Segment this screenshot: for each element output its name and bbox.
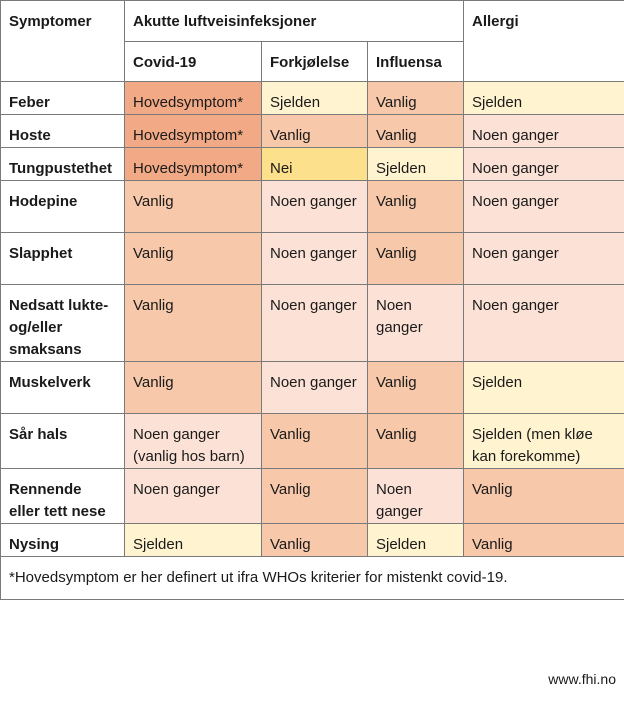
symptom-label: Muskelverk bbox=[1, 362, 125, 414]
cell-cold: Vanlig bbox=[262, 524, 368, 557]
cell-flu: Noen ganger bbox=[368, 469, 464, 524]
table-row bbox=[1, 115, 624, 148]
cell-allergy: Noen ganger bbox=[464, 233, 624, 285]
cell-allergy: Sjelden (men kløe kan forekomme) bbox=[464, 414, 624, 469]
table-row bbox=[1, 233, 624, 285]
footnote-row bbox=[1, 557, 624, 600]
table-row bbox=[1, 524, 624, 557]
symptom-label: Nedsatt lukte- og/eller smaksans bbox=[1, 285, 125, 362]
covid-column-header: Covid-19 bbox=[125, 42, 262, 82]
cell-flu: Vanlig bbox=[368, 82, 464, 115]
cell-cold: Nei bbox=[262, 148, 368, 181]
cell-cold: Noen ganger bbox=[262, 233, 368, 285]
cell-allergy: Vanlig bbox=[464, 524, 624, 557]
allergy-column-header: Allergi bbox=[464, 1, 624, 82]
symptom-label: Tungpustethet bbox=[1, 148, 125, 181]
cell-allergy: Noen ganger bbox=[464, 181, 624, 233]
cell-cold: Noen ganger bbox=[262, 362, 368, 414]
cell-cold: Vanlig bbox=[262, 469, 368, 524]
header-row-groups bbox=[1, 1, 624, 42]
flu-column-header: Influensa bbox=[368, 42, 464, 82]
symptom-label: Rennende eller tett nese bbox=[1, 469, 125, 524]
cell-allergy: Noen ganger bbox=[464, 115, 624, 148]
cell-cold: Sjelden bbox=[262, 82, 368, 115]
table-row bbox=[1, 285, 624, 362]
table-row bbox=[1, 181, 624, 233]
table-row bbox=[1, 82, 624, 115]
cell-flu: Sjelden bbox=[368, 524, 464, 557]
cell-flu: Sjelden bbox=[368, 148, 464, 181]
cell-covid: Vanlig bbox=[125, 181, 262, 233]
cell-covid: Hovedsymptom* bbox=[125, 148, 262, 181]
cell-covid: Noen ganger bbox=[125, 469, 262, 524]
symptom-label: Hodepine bbox=[1, 181, 125, 233]
cold-column-header: Forkjølelse bbox=[262, 42, 368, 82]
cell-allergy: Sjelden bbox=[464, 362, 624, 414]
symptom-label: Sår hals bbox=[1, 414, 125, 469]
table-row bbox=[1, 148, 624, 181]
acute-respiratory-infections-header: Akutte luftveisinfeksjoner bbox=[125, 1, 464, 42]
cell-allergy: Noen ganger bbox=[464, 285, 624, 362]
cell-flu: Vanlig bbox=[368, 233, 464, 285]
table-row bbox=[1, 362, 624, 414]
cell-covid: Sjelden bbox=[125, 524, 262, 557]
cell-covid: Vanlig bbox=[125, 233, 262, 285]
symptom-label: Slapphet bbox=[1, 233, 125, 285]
cell-covid: Vanlig bbox=[125, 285, 262, 362]
cell-cold: Vanlig bbox=[262, 115, 368, 148]
footnote: *Hovedsymptom er her definert ut ifra WHOs kriterier for mistenkt covid-19. bbox=[1, 557, 624, 600]
cell-cold: Noen ganger bbox=[262, 285, 368, 362]
cell-flu: Vanlig bbox=[368, 414, 464, 469]
cell-covid: Noen ganger (vanlig hos barn) bbox=[125, 414, 262, 469]
cell-allergy: Vanlig bbox=[464, 469, 624, 524]
cell-flu: Vanlig bbox=[368, 181, 464, 233]
symptom-label: Hoste bbox=[1, 115, 125, 148]
cell-allergy: Sjelden bbox=[464, 82, 624, 115]
cell-cold: Vanlig bbox=[262, 414, 368, 469]
cell-covid: Hovedsymptom* bbox=[125, 82, 262, 115]
table-row bbox=[1, 469, 624, 524]
cell-covid: Vanlig bbox=[125, 362, 262, 414]
symptoms-column-header: Symptomer bbox=[1, 1, 125, 82]
cell-flu: Noen ganger bbox=[368, 285, 464, 362]
symptom-label: Feber bbox=[1, 82, 125, 115]
table-row bbox=[1, 414, 624, 469]
source-url: www.fhi.no bbox=[548, 671, 616, 687]
symptom-label: Nysing bbox=[1, 524, 125, 557]
cell-covid: Hovedsymptom* bbox=[125, 115, 262, 148]
cell-flu: Vanlig bbox=[368, 362, 464, 414]
cell-flu: Vanlig bbox=[368, 115, 464, 148]
cell-cold: Noen ganger bbox=[262, 181, 368, 233]
cell-allergy: Noen ganger bbox=[464, 148, 624, 181]
